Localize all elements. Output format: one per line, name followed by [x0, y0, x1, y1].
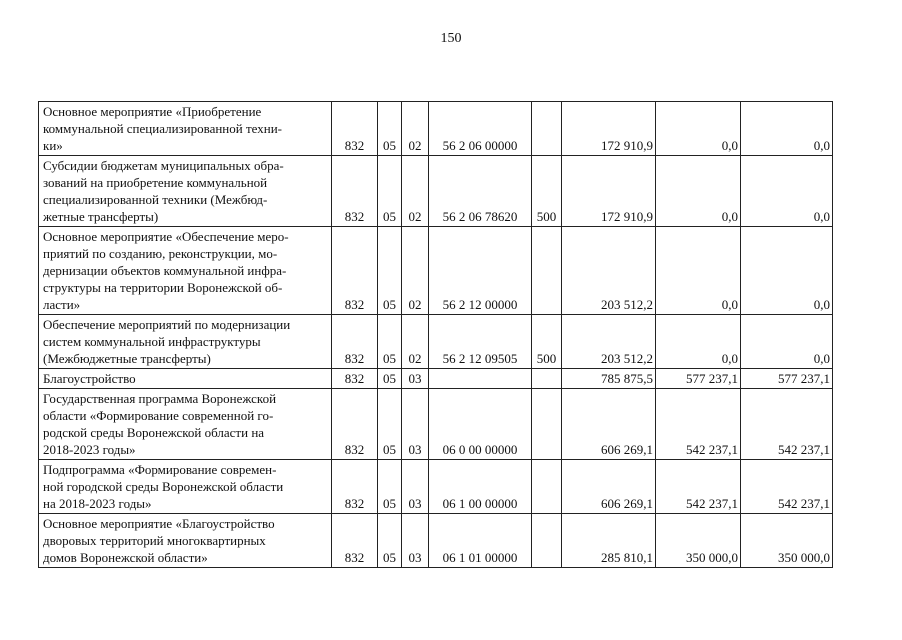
table-row: [39, 460, 833, 514]
admin-code-cell: 832: [332, 460, 378, 514]
item-name-line: структуры на территории Воронежской об-: [43, 280, 283, 295]
target-article-cell: 56 2 06 00000: [429, 102, 532, 156]
admin-code-cell: 832: [332, 227, 378, 315]
amount-year2-cell: 350 000,0: [656, 514, 741, 568]
amount-year2-cell: 542 237,1: [656, 460, 741, 514]
expense-type-cell: [532, 514, 562, 568]
table-body: [39, 102, 833, 568]
item-name-line: Благоустройство: [43, 371, 136, 386]
section-code-cell: 05: [378, 102, 402, 156]
admin-code-cell: 832: [332, 102, 378, 156]
table-row: [39, 227, 833, 315]
item-name-line: Подпрограмма «Формирование современ-: [43, 462, 277, 477]
target-article-cell: 06 1 01 00000: [429, 514, 532, 568]
amount-year1-cell: 606 269,1: [562, 460, 656, 514]
item-name-line: Субсидии бюджетам муниципальных обра-: [43, 158, 284, 173]
item-name-cell: [39, 514, 332, 568]
subsection-code-cell: 03: [402, 460, 429, 514]
amount-year3-cell: 350 000,0: [741, 514, 833, 568]
item-name-cell: [39, 389, 332, 460]
amount-year1-cell: 203 512,2: [562, 227, 656, 315]
item-name-line: ки»: [43, 138, 63, 153]
amount-year3-cell: 577 237,1: [741, 369, 833, 389]
item-name-cell: [39, 102, 332, 156]
expense-type-cell: [532, 389, 562, 460]
expense-type-cell: [532, 227, 562, 315]
page-number: 150: [440, 31, 462, 46]
amount-year1-cell: 203 512,2: [562, 315, 656, 369]
admin-code-cell: 832: [332, 514, 378, 568]
item-name-cell: [39, 227, 332, 315]
item-name-line: области «Формирование современной го-: [43, 408, 274, 423]
item-name-cell: [39, 460, 332, 514]
section-code-cell: 05: [378, 389, 402, 460]
item-name-cell: [39, 369, 332, 389]
item-name-line: Основное мероприятие «Приобретение: [43, 104, 262, 119]
item-name-line: домов Воронежской области»: [43, 550, 208, 565]
expense-type-cell: [532, 369, 562, 389]
target-article-cell: 06 1 00 00000: [429, 460, 532, 514]
section-code-cell: 05: [378, 315, 402, 369]
section-code-cell: 05: [378, 156, 402, 227]
item-name-line: дернизации объектов коммунальной инфра-: [43, 263, 287, 278]
item-name-line: специализированной техники (Межбюд-: [43, 192, 268, 207]
subsection-code-cell: 02: [402, 315, 429, 369]
expense-type-cell: [532, 460, 562, 514]
amount-year2-cell: 0,0: [656, 227, 741, 315]
item-name-line: (Межбюджетные трансферты): [43, 351, 211, 366]
item-name-cell: [39, 315, 332, 369]
amount-year1-cell: 172 910,9: [562, 102, 656, 156]
table-row: [39, 315, 833, 369]
item-name-line: систем коммунальной инфраструктуры: [43, 334, 261, 349]
subsection-code-cell: 02: [402, 102, 429, 156]
amount-year2-cell: 0,0: [656, 156, 741, 227]
budget-table: [38, 101, 833, 568]
section-code-cell: 05: [378, 460, 402, 514]
item-name-cell: [39, 156, 332, 227]
item-name-line: Государственная программа Воронежской: [43, 391, 277, 406]
expense-type-cell: [532, 102, 562, 156]
item-name-line: родской среды Воронежской области на: [43, 425, 265, 440]
expense-type-cell: 500: [532, 315, 562, 369]
amount-year1-cell: 785 875,5: [562, 369, 656, 389]
amount-year2-cell: 0,0: [656, 315, 741, 369]
section-code-cell: 05: [378, 227, 402, 315]
amount-year3-cell: 0,0: [741, 315, 833, 369]
amount-year3-cell: 542 237,1: [741, 389, 833, 460]
item-name-line: дворовых территорий многоквартирных: [43, 533, 266, 548]
amount-year1-cell: 285 810,1: [562, 514, 656, 568]
amount-year2-cell: 0,0: [656, 102, 741, 156]
expense-type-cell: 500: [532, 156, 562, 227]
subsection-code-cell: 02: [402, 227, 429, 315]
admin-code-cell: 832: [332, 369, 378, 389]
amount-year3-cell: 0,0: [741, 102, 833, 156]
item-name-line: на 2018-2023 годы»: [43, 496, 152, 511]
subsection-code-cell: 03: [402, 369, 429, 389]
table-row: [39, 389, 833, 460]
amount-year3-cell: 0,0: [741, 156, 833, 227]
amount-year3-cell: 0,0: [741, 227, 833, 315]
subsection-code-cell: 03: [402, 514, 429, 568]
section-code-cell: 05: [378, 514, 402, 568]
item-name-line: 2018-2023 годы»: [43, 442, 136, 457]
subsection-code-cell: 02: [402, 156, 429, 227]
target-article-cell: 56 2 12 00000: [429, 227, 532, 315]
amount-year1-cell: 172 910,9: [562, 156, 656, 227]
amount-year1-cell: 606 269,1: [562, 389, 656, 460]
amount-year3-cell: 542 237,1: [741, 460, 833, 514]
admin-code-cell: 832: [332, 315, 378, 369]
item-name-line: Основное мероприятие «Благоустройство: [43, 516, 275, 531]
table-row: [39, 369, 833, 389]
target-article-cell: 56 2 12 09505: [429, 315, 532, 369]
item-name-line: жетные трансферты): [43, 209, 159, 224]
amount-year2-cell: 542 237,1: [656, 389, 741, 460]
item-name-line: приятий по созданию, реконструкции, мо-: [43, 246, 278, 261]
item-name-line: Основное мероприятие «Обеспечение меро-: [43, 229, 289, 244]
table-row: [39, 156, 833, 227]
item-name-line: Обеспечение мероприятий по модернизации: [43, 317, 291, 332]
item-name-line: ной городской среды Воронежской области: [43, 479, 284, 494]
section-code-cell: 05: [378, 369, 402, 389]
admin-code-cell: 832: [332, 156, 378, 227]
admin-code-cell: 832: [332, 389, 378, 460]
target-article-cell: [429, 369, 532, 389]
amount-year2-cell: 577 237,1: [656, 369, 741, 389]
item-name-line: зований на приобретение коммунальной: [43, 175, 268, 190]
subsection-code-cell: 03: [402, 389, 429, 460]
target-article-cell: 06 0 00 00000: [429, 389, 532, 460]
item-name-line: коммунальной специализированной техни-: [43, 121, 282, 136]
target-article-cell: 56 2 06 78620: [429, 156, 532, 227]
table-row: [39, 102, 833, 156]
table-row: [39, 514, 833, 568]
item-name-line: ласти»: [43, 297, 81, 312]
